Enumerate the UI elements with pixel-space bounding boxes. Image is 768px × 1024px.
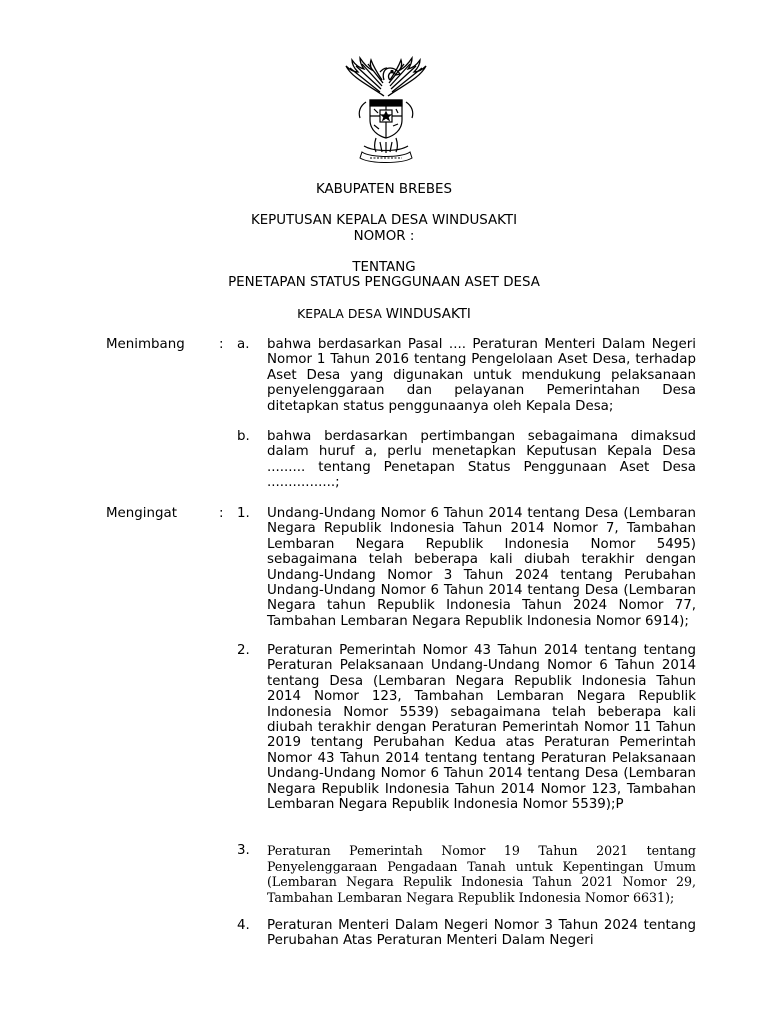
item-marker: 2. — [237, 643, 250, 658]
decree-title: KEPUTUSAN KEPALA DESA WINDUSAKTI — [250, 213, 518, 228]
item-text: Peraturan Menteri Dalam Negeri Nomor 3 Tahun 2024 tentang Perubahan Atas Peraturan Menteri Dalam Negeri — [267, 918, 696, 949]
item-marker: 4. — [237, 918, 250, 933]
item-text: Peraturan Pemerintah Nomor 19 Tahun 2021 tentang Penyelenggaraan Pengadaan Tanah untuk Kepentingan Umum (Lembaran Negara Repulik Indonesia Tahun 2021 Nomor 29, Tambahan Lembaran Negara Republik Indonesia Nomor 6631); — [267, 843, 696, 905]
issuer-name: WINDUSAKTI — [385, 307, 471, 322]
item-marker: 1. — [237, 506, 250, 521]
issuer-line — [0, 306, 768, 322]
menimbang-colon: : — [219, 337, 224, 352]
garuda-emblem-icon — [340, 56, 432, 166]
mengingat-colon: : — [219, 506, 224, 521]
item-marker: 3. — [237, 843, 250, 858]
issuer-prefix: KEPALA DESA — [297, 306, 386, 321]
item-text: Undang-Undang Nomor 6 Tahun 2014 tentang Desa (Lembaran Negara Republik Indonesia Tahun 2014 Nomor 7, Tambahan Lembaran Negara Republik Indonesia Nomor 5495) sebagaimana telah beberapa kali diubah terakhir dengan Undang-Undang Nomor 3 Tahun 2024 tentang Perubahan Undang-Undang Nomor 6 Tahun 2014 tentang Desa (Lembaran Negara tahun Republik Indonesia Tahun 2024 Nomor 77, Tambahan Lembaran Negara Republik Indonesia Nomor 6914); — [267, 506, 696, 629]
menimbang-label: Menimbang — [106, 337, 185, 352]
item-text: bahwa berdasarkan pertimbangan sebagaimana dimaksud dalam huruf a, perlu menetapkan Keputusan Kepala Desa ......... tentang Penetapan Status Penggunaan Aset Desa ................; — [267, 429, 696, 491]
decree-subject: PENETAPAN STATUS PENGGUNAAN ASET DESA — [228, 275, 540, 290]
item-text: bahwa berdasarkan Pasal .... Peraturan Menteri Dalam Negeri Nomor 1 Tahun 2016 tentang Pengelolaan Aset Desa, terhadap Aset Desa yang digunakan untuk mendukung pelaksanaan penyelenggaraan dan pelayanan Pemerintahan Desa ditetapkan status penggunaanya oleh Kepala Desa; — [267, 337, 696, 414]
item-text: Peraturan Pemerintah Nomor 43 Tahun 2014 tentang tentang Peraturan Pelaksanaan Undang-Undang Nomor 6 Tahun 2014 tentang Desa (Lembaran Negara Republik Indonesia Tahun 2014 Nomor 123, Tambahan Lembaran Negara Republik Indonesia Nomor 5539) sebagaimana telah beberapa kali diubah terakhir dengan Peraturan Pemerintah Nomor 11 Tahun 2019 tentang Perubahan Kedua atas Peraturan Pemerintah Nomor 43 Tahun 2014 tentang tentang Peraturan Pelaksanaan Undang-Undang Nomor 6 Tahun 2014 tentang Desa (Lembaran Negara Republik Indonesia Tahun 2014 Nomor 123, Tambahan Lembaran Negara Republik Indonesia Nomor 5539);P — [267, 643, 696, 813]
mengingat-label: Mengingat — [106, 506, 177, 521]
region-title: KABUPATEN BREBES — [315, 182, 453, 197]
decree-number: NOMOR : — [353, 229, 415, 244]
item-marker: a. — [237, 337, 250, 352]
about-label: TENTANG — [352, 260, 416, 275]
item-marker: b. — [237, 429, 250, 444]
